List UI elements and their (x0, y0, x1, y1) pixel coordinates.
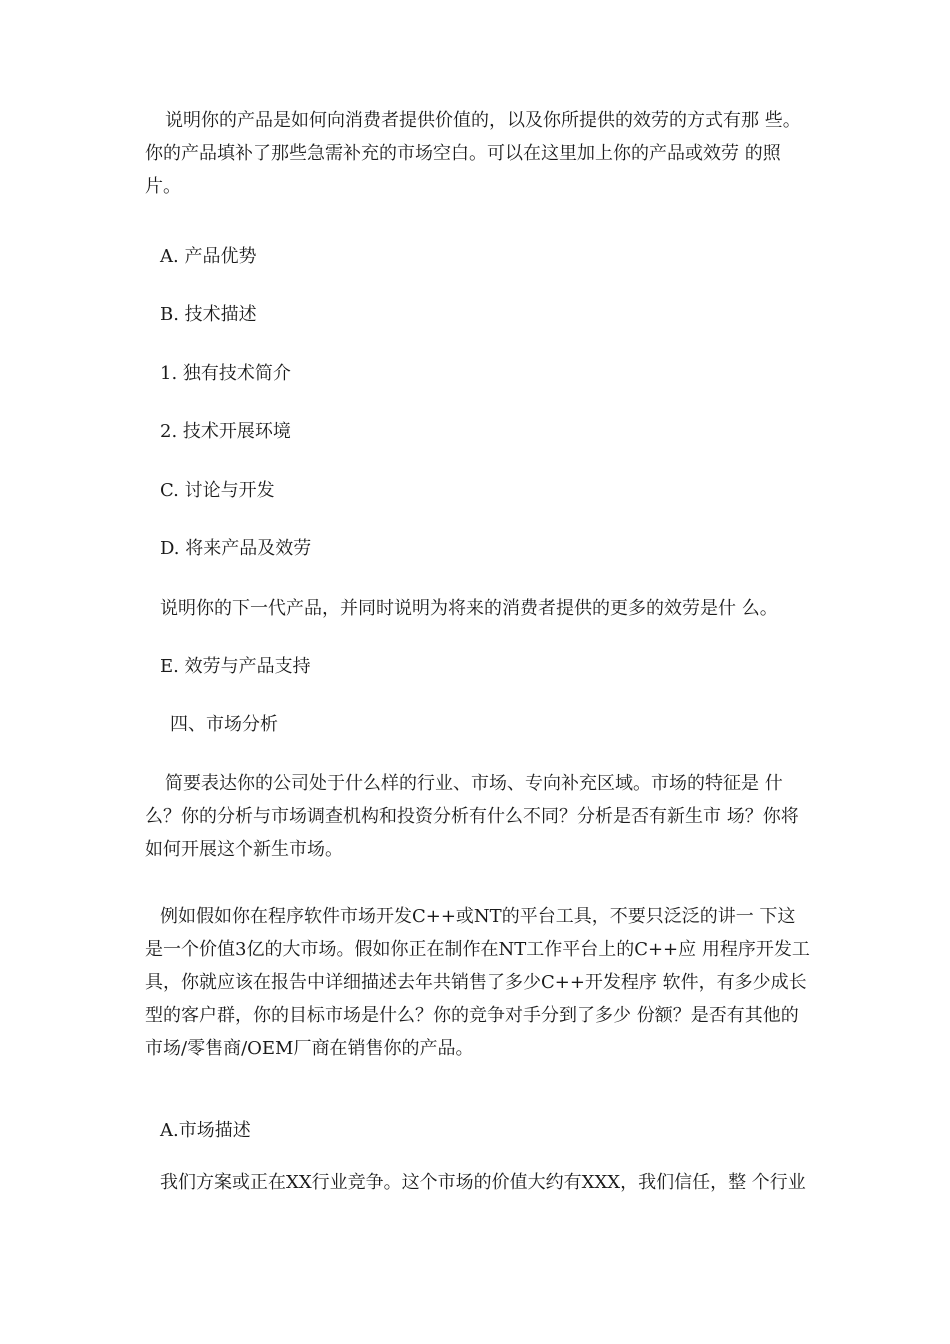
market-analysis-section-heading: 四、市场分析 (170, 714, 278, 735)
market-example-paragraph: 例如假如你在程序软件市场开发C++或NT的平台工具，不要只泛泛的讲一 下这是一个价值3亿的大市场。假如你正在制作在NT工作平台上的C++应 用程序开发工具，你就应该在报告中详细描述去年共销售了多少C++开发程序 软件，有多少成长型的客户群，你的目标市场是什么？你的竞争对手分到了多少 份额？是否有其他的市场/零售商/OEM厂商在销售你的产品。 (145, 906, 810, 1059)
unique-tech-heading: 1. 独有技术简介 (160, 363, 291, 384)
market-description-heading: A.市场描述 (160, 1120, 251, 1141)
future-products-heading: D. 将来产品及效劳 (160, 538, 312, 559)
service-support-heading: E. 效劳与产品支持 (160, 656, 311, 677)
research-dev-heading: C. 讨论与开发 (160, 480, 275, 501)
tech-description-heading: B. 技术描述 (160, 304, 257, 325)
competition-paragraph: 我们方案或正在XX行业竞争。这个市场的价值大约有XXX，我们信任，整 个行业 (160, 1172, 806, 1193)
tech-environment-heading: 2. 技术开展环境 (160, 421, 291, 442)
market-intro-paragraph: 简要表达你的公司处于什么样的行业、市场、专向补充区域。市场的特征是 什么？你的分析与市场调查机构和投资分析有什么不同？分析是否有新生市 场？你将如何开展这个新生市场。 (145, 773, 799, 860)
product-advantage-heading: A. 产品优势 (160, 246, 257, 267)
next-generation-paragraph: 说明你的下一代产品，并同时说明为将来的消费者提供的更多的效劳是什 么。 (160, 598, 778, 619)
product-value-paragraph: 说明你的产品是如何向消费者提供价值的，以及你所提供的效劳的方式有那 些。你的产品填补了那些急需补充的市场空白。可以在这里加上你的产品或效劳 的照片。 (145, 110, 801, 197)
